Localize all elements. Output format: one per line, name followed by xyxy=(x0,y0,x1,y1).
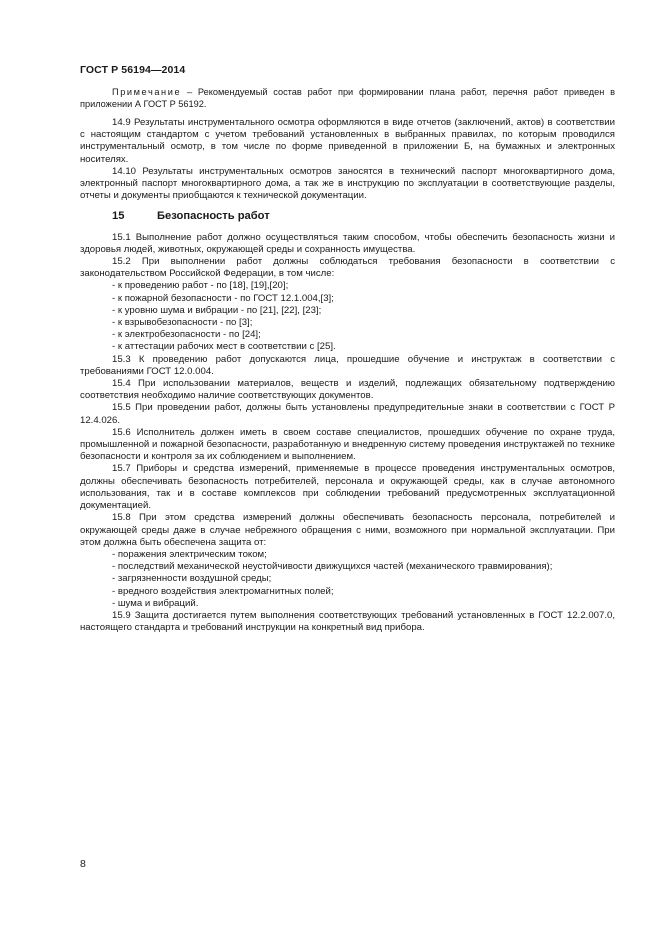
list-item: - к проведению работ - по [18], [19],[20]; xyxy=(112,280,289,292)
list-item: - последствий механической неустойчивости движущихся частей (механического травмирования); xyxy=(112,561,553,573)
list-item: - загрязненности воздушной среды; xyxy=(112,573,272,585)
paragraph-15-8: 15.8 При этом средства измерений должны обеспечивать безопасность персонала, потребителей и окружающей среды даже в случае небрежного обращения с ними, возможного при нормальной эксплуатации. При этом должна быть обеспечена защита от: xyxy=(80,512,615,548)
paragraph-15-5: 15.5 При проведении работ, должны быть установлены предупредительные знаки в соответствии с ГОСТ Р 12.4.026. xyxy=(80,402,615,426)
paragraph-14-9: 14.9 Результаты инструментального осмотра оформляются в виде отчетов (заключений, актов) в соответствии с настоящим стандартом с учетом требований установленных в выбранных правилах, по которым проводился инструментальный осмотр, в том числе по форме приведенной в приложении Б, на бумажных и электронных носителях. xyxy=(80,117,615,165)
paragraph-15-7: 15.7 Приборы и средства измерений, применяемые в процессе проведения инструментальных осмотров, должны обеспечивать безопасность потребителей, персонала и окружающей среды, как в случае автономного использования, так и в составе комплексов при соблюдении требований предусмотренных эксплуатационной документацией. xyxy=(80,463,615,512)
list-item: - к электробезопасности - по [24]; xyxy=(112,329,261,341)
list-item: - вредного воздействия электромагнитных полей; xyxy=(112,585,334,597)
paragraph-15-6: 15.6 Исполнитель должен иметь в своем составе специалистов, прошедших обучение по охране труда, промышленной и пожарной безопасности, разработанную и внедренную систему проведения инструктажей по технике безопасности и контроля за их соблюдением и выполнением. xyxy=(80,426,615,463)
page-number: 8 xyxy=(80,858,86,870)
section-title: Безопасность работ xyxy=(157,210,270,223)
list-item: - к уровню шума и вибрации - по [21], [22], [23]; xyxy=(112,304,322,316)
list-item: - поражения электрическим током; xyxy=(112,548,267,560)
section-heading xyxy=(80,210,615,222)
paragraph-15-4: 15.4 При использовании материалов, веществ и изделий, подлежащих обязательному подтверждению соответствия необходимо наличие соответствующих документов. xyxy=(80,378,615,402)
paragraph-15-9: 15.9 Защита достигается путем выполнения соответствующих требований установленных в ГОСТ 12.2.007.0, настоящего стандарта и требований инструкции на конкретный вид прибора. xyxy=(80,609,615,634)
list-item: - шума и вибраций. xyxy=(112,597,199,609)
paragraph-15-3: 15.3 К проведению работ допускаются лица, прошедшие обучение и инструктаж в соответствии с требованиями ГОСТ 12.0.004. xyxy=(80,353,615,377)
note-text: – Рекомендуемый состав работ при формировании плана работ, перечня работ приведен в приложении А ГОСТ Р 56192. xyxy=(80,87,615,109)
note-paragraph xyxy=(80,86,615,110)
document-body xyxy=(80,86,615,634)
paragraph-15-1: 15.1 Выполнение работ должно осуществляться таким способом, чтобы обеспечить безопасность жизни и здоровья людей, животных, окружающей среды и сохранность имущества. xyxy=(80,231,615,255)
section-number: 15 xyxy=(112,210,125,223)
list-item: - к взрывобезопасности - по [3]; xyxy=(112,317,253,329)
paragraph-14-10: 14.10 Результаты инструментальных осмотров заносятся в технический паспорт многоквартирного дома, электронный паспорт многоквартирного дома, а так же в инструкцию по эксплуатации в соответствующие разделы, отчеты и документы приобщаются к технической документации. xyxy=(80,165,615,202)
document-header: ГОСТ Р 56194—2014 xyxy=(80,64,186,76)
list-item: - к аттестации рабочих мест в соответствии с [25]. xyxy=(112,341,336,353)
list-item: - к пожарной безопасности - по ГОСТ 12.1.004,[3]; xyxy=(112,292,334,304)
paragraph-15-2: 15.2 При выполнении работ должны соблюдаться требования безопасности в соответствии с законодательством Российской Федерации, в том числе: xyxy=(80,256,615,280)
note-label: Примечание xyxy=(112,87,182,97)
